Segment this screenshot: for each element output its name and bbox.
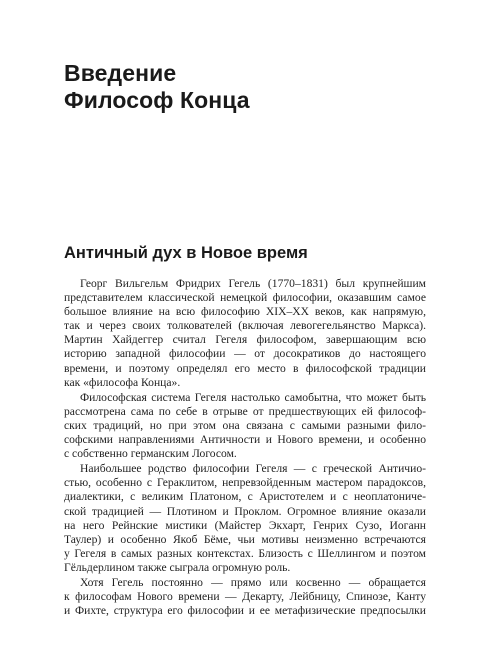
text-line: ской традицией — Плотином и Проклом. Огромное влияние оказали <box>64 504 426 518</box>
chapter-title-line-2: Философ Конца <box>64 87 250 113</box>
text-line: времени, и поэтому определял его место в философской традиции <box>64 361 426 375</box>
text-line: большое влияние на всю философию XIX–XX веков, как напрямую, <box>64 305 426 319</box>
text-line: Хотя Гегель постоянно — прямо или косвенно — обращается <box>80 575 426 589</box>
text-line: у Гегеля в самых разных контекстах. Близость с Шеллингом и поэтом <box>64 546 426 560</box>
paragraph <box>64 462 426 575</box>
text-line: и Фихте, структура его философии и ее метафизические предпосылки <box>64 604 426 618</box>
chapter-title <box>64 60 424 114</box>
paragraph <box>64 576 426 618</box>
text-line: рассмотрена сама по себе в отрыве от предшествующих ей философ- <box>64 404 426 418</box>
text-line: стью, особенно с Гераклитом, непревзойденным мастером парадоксов, <box>64 476 426 490</box>
text-line: Мартин Хайдеггер считал Гегеля философом, завершающим всю <box>64 333 426 347</box>
section-title: Античный дух в Новое время <box>64 244 308 262</box>
text-line: так и через своих толкователей (включая левогегельянство Маркса). <box>64 319 426 333</box>
text-line: Философская система Гегеля настолько самобытна, что может быть <box>80 390 426 404</box>
text-line: Наибольшее родство философии Гегеля — с греческой Античио- <box>80 462 426 476</box>
text-line: представителем классической немецкой философии, оказавшим самое <box>64 291 426 305</box>
paragraph <box>64 391 426 461</box>
paragraph <box>64 277 426 390</box>
text-line: с собственно германским Логосом. <box>64 447 237 461</box>
text-line: софскими направлениями Античности и Нового времени, и особенно <box>64 433 426 447</box>
text-line: диалектики, с великим Платоном, с Аристотелем и с неоплатониче- <box>64 490 426 504</box>
body-text <box>64 277 426 619</box>
text-line: Таулер) и особенно Якоб Бёме, чьи мотивы неизменно встречаются <box>64 532 426 546</box>
text-line: к философам Нового времени — Декарту, Лейбницу, Спинозе, Канту <box>64 590 426 604</box>
text-line: историю западной философии — от досократиков до настоящего <box>64 347 426 361</box>
text-line: как «философа Конца». <box>64 375 181 389</box>
chapter-title-line-1: Введение <box>64 60 177 86</box>
text-line: ских традиций, но при этом она связана с самыми разными фило- <box>64 418 426 432</box>
text-line: Гёльдерлином также сыграла огромную роль. <box>64 560 291 574</box>
text-line: на него Рейнские мистики (Майстер Экхарт, Генрих Сузо, Иоганн <box>64 518 426 532</box>
text-line: Георг Вильгельм Фридрих Гегель (1770–1831) был крупнейшим <box>80 277 426 290</box>
